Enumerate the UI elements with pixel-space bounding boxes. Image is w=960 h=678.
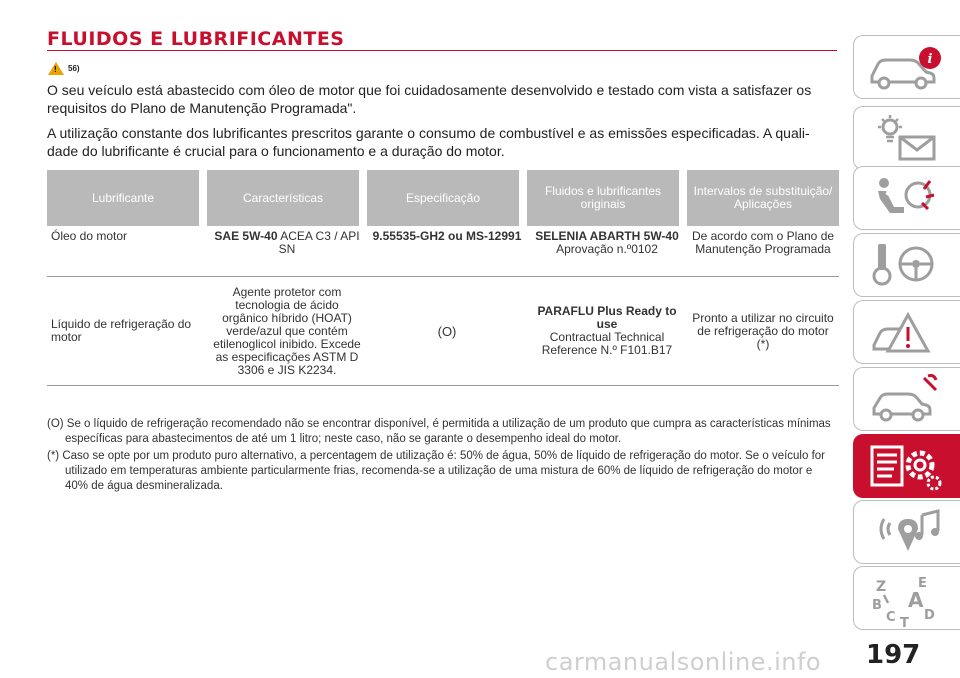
sidebar-tab-technical-data[interactable] — [853, 434, 960, 498]
cell-specification: (O) — [367, 277, 527, 386]
footnote-star: (*) Caso se opte por um produto puro alternativo, a percentagem de utilização é: 50% de água, 50% de líquido de refrigeração do motor. Se o veículo for utilizado em temperaturas ambiente particularmente frias, recomenda-se a utilização de uma mistura de 60% de líquido de refrigeração do motor e 40% de água desmineralizada. — [47, 450, 825, 492]
alphabet-index-icon — [864, 573, 950, 629]
sidebar-tab-starting[interactable] — [853, 233, 960, 297]
original-rest: Contractual Technical Reference N.º F101.B17 — [541, 330, 673, 357]
header-intervals: Intervalos de substituição/ Aplicações — [687, 170, 839, 226]
intro-paragraph: O seu veículo está abastecido com óleo de motor que foi cuidadosamente desenvolvido e testado com vista a satisfazer os requisitos do Plano de Manutenção Programada". — [47, 82, 812, 116]
char-bold: SAE 5W-40 — [214, 229, 278, 243]
cell-original — [527, 277, 687, 386]
index-letter-d: D — [924, 608, 935, 623]
original-bold: PARAFLU Plus Ready to use — [537, 304, 677, 331]
breakdown-warning-icon — [864, 307, 950, 357]
car-info-icon — [864, 42, 950, 92]
index-letter-a: A — [908, 588, 924, 612]
original-rest: Aprovação n.º0102 — [556, 242, 658, 256]
seat-airbag-icon — [864, 173, 950, 223]
table-header-row — [47, 170, 839, 226]
index-letter-b: B — [872, 598, 882, 613]
key-steering-icon — [864, 240, 950, 290]
index-letter-c: C — [886, 610, 896, 625]
specs-gear-icon — [864, 441, 950, 493]
warning-triangle-icon: ! — [48, 62, 64, 75]
sidebar-tab-car-info[interactable] — [853, 35, 960, 99]
sidebar-tab-multimedia[interactable] — [853, 500, 960, 564]
sidebar-tab-service[interactable] — [853, 367, 960, 431]
original-bold: SELENIA ABARTH 5W-40 — [535, 229, 679, 243]
cell-specification: 9.55535-GH2 ou MS-12991 — [367, 226, 527, 277]
multimedia-icon — [864, 507, 950, 557]
watermark: carmanualsonline.info — [545, 648, 822, 676]
lubricants-table — [47, 170, 839, 386]
quality-paragraph: A utilização constante dos lubrificantes prescritos garante o consumo de combustível e as emissões especificadas. A qualidade do lubrificante é crucial para o funcionamento e a duração do motor. — [47, 125, 810, 159]
header-lubricant: Lubrificante — [47, 170, 207, 226]
index-letter-e: E — [918, 576, 927, 591]
index-letter-z: Z — [876, 579, 887, 595]
footnote-o: (O) Se o líquido de refrigeração recomendado não se encontrar disponível, é permitida a utilização de um produto que cumpra as características mínimas específicas para abastecimentos de até um 1 litro; neste caso, não se garante o desempenho ideal do motor. — [47, 418, 831, 445]
warning-ref-number: 56) — [68, 64, 80, 73]
sidebar-tab-lights[interactable] — [853, 106, 960, 170]
page-title: FLUIDOS E LUBRIFICANTES — [47, 28, 345, 50]
table-row — [47, 226, 839, 277]
sidebar-tab-emergency[interactable] — [853, 300, 960, 364]
header-original-fluids: Fluidos e lubrificantes originais — [527, 170, 687, 226]
cell-interval: De acordo com o Plano de Manutenção Programada — [687, 226, 839, 277]
header-characteristics: Características — [207, 170, 367, 226]
page-number: 197 — [866, 640, 921, 670]
footnotes — [47, 417, 837, 496]
svg-text:i: i — [927, 52, 933, 67]
cell-characteristics: Agente protetor com tecnologia de ácido orgânico híbrido (HOAT) verde/azul que contém etilenoglicol inibido. Excede as especificações ASTM D 3306 e JIS K2234. — [207, 277, 367, 386]
sidebar-tab-safety[interactable] — [853, 166, 960, 230]
table-row — [47, 277, 839, 386]
service-wrench-icon — [864, 374, 950, 424]
cell-original — [527, 226, 687, 277]
sidebar-tab-index[interactable] — [853, 566, 960, 630]
cell-lubricant: Líquido de refrigeração do motor — [47, 277, 207, 386]
char-rest: ACEA C3 / API SN — [277, 229, 360, 256]
header-specification: Especificação — [367, 170, 527, 226]
cell-interval: Pronto a utilizar no circuito de refrigeração do motor (*) — [687, 277, 839, 386]
index-letter-t: T — [900, 616, 909, 629]
cell-lubricant: Óleo do motor — [47, 226, 207, 277]
lights-message-icon — [864, 113, 950, 163]
title-rule — [47, 50, 837, 51]
warning-reference — [48, 62, 80, 75]
cell-characteristics — [207, 226, 367, 277]
